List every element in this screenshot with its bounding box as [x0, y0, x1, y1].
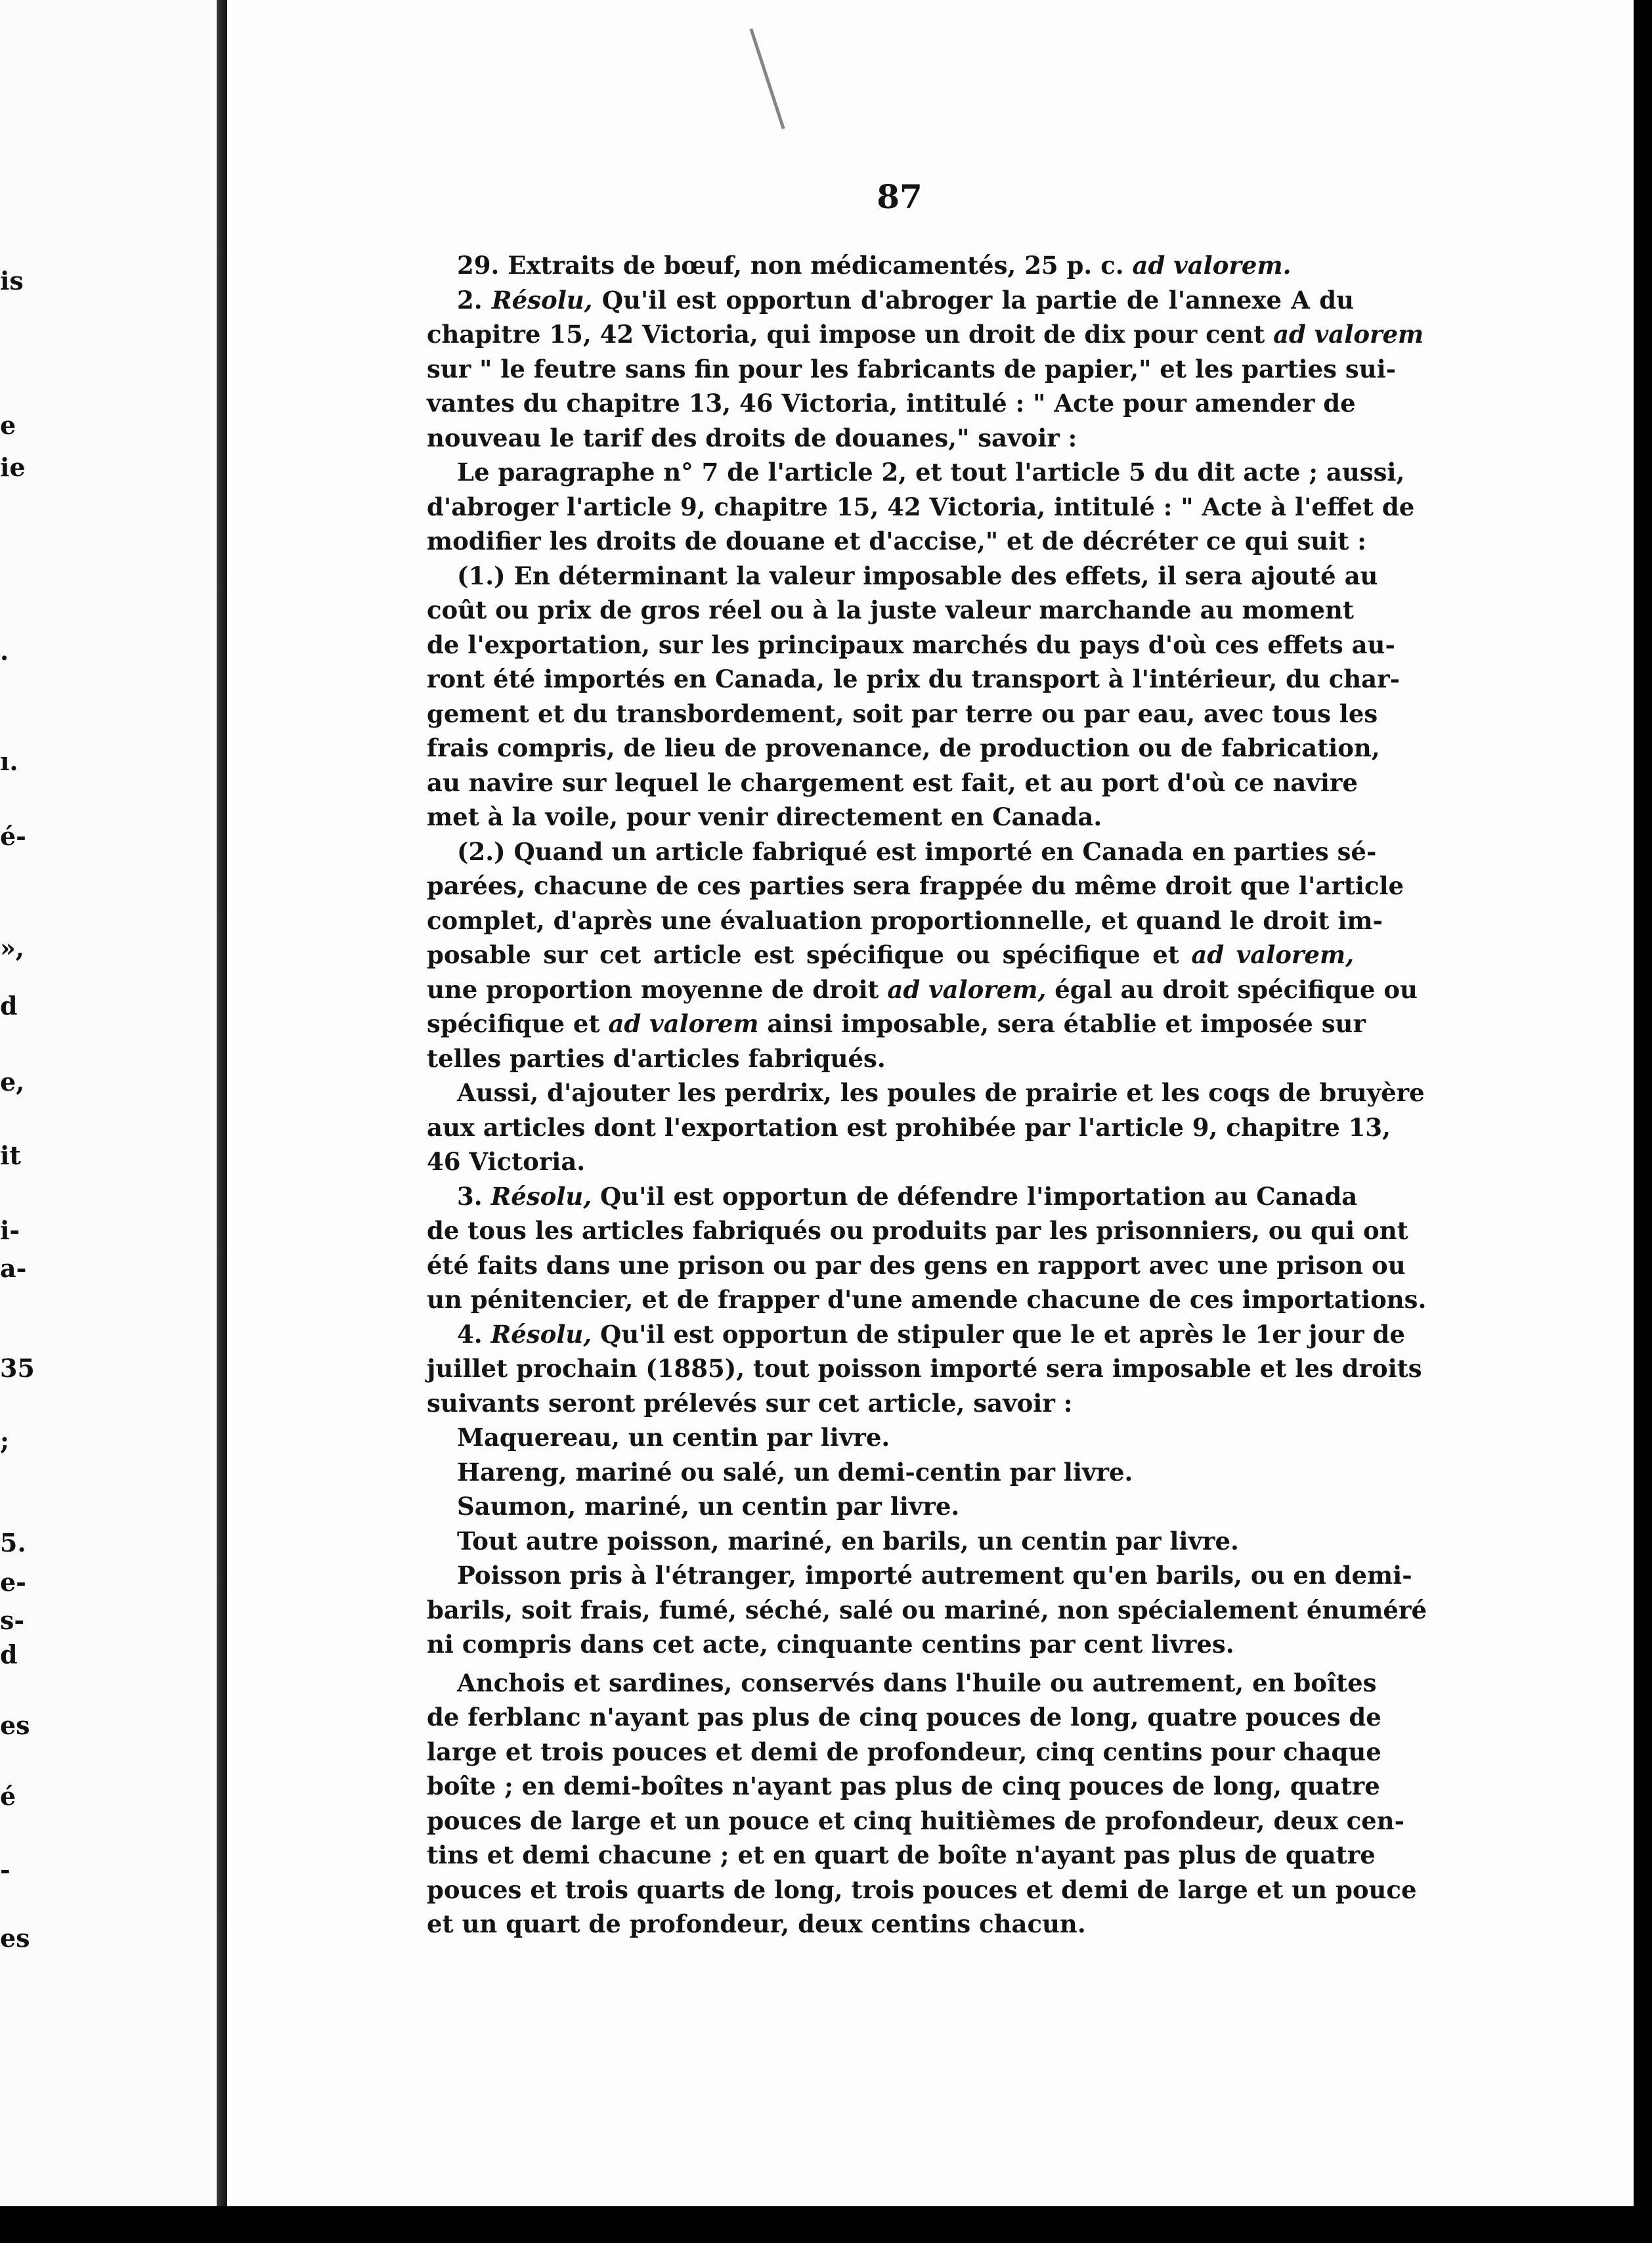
- text-run: Aussi, d'ajouter les perdrix, les poules de prairie et les coqs de bruyère: [457, 1078, 1425, 1107]
- text-line: [427, 1076, 1425, 1110]
- margin-fragment: -: [0, 1855, 11, 1884]
- text-run: barils, soit frais, fumé, séché, salé ou mariné, non spécialement énuméré: [427, 1595, 1427, 1624]
- text-run: au navire sur lequel le chargement est fait, et au port d'où ce navire: [427, 768, 1358, 797]
- text-line: [427, 1213, 1408, 1248]
- text-run: 4.: [457, 1319, 491, 1349]
- text-run: 3.: [457, 1181, 491, 1211]
- text-line: [427, 1558, 1412, 1593]
- page-gutter-shadow: [217, 0, 227, 2243]
- margin-fragment: d: [0, 991, 18, 1020]
- text-line: [427, 283, 1354, 318]
- text-run: Saumon, mariné, un centin par livre.: [457, 1492, 960, 1521]
- text-run: gement et du transbordement, soit par terre ou par eau, avec tous les: [427, 699, 1378, 728]
- margin-fragment: e-: [0, 1567, 26, 1597]
- text-run: égal au droit spécifique ou: [1046, 974, 1418, 1004]
- text-run: coût ou prix de gros réel ou à la juste valeur marchande au moment: [427, 596, 1354, 624]
- text-line: [427, 628, 1395, 663]
- text-run: Tout autre poisson, mariné, en barils, un centin par livre.: [457, 1526, 1239, 1556]
- italic-text: ad valorem.: [1132, 251, 1292, 280]
- text-run: posable sur cet article est spécifique ou spécifique et: [427, 940, 1192, 969]
- text-line: [427, 1179, 1358, 1214]
- right-scan-border: [1634, 0, 1652, 2243]
- text-run: tins et demi chacune ; et en quart de boîte n'ayant pas plus de quatre: [427, 1840, 1376, 1869]
- text-run: et un quart de profondeur, deux centins chacun.: [427, 1909, 1086, 1938]
- text-line: [427, 1489, 1354, 1524]
- text-run: Poisson pris à l'étranger, importé autrement qu'en barils, ou en demi-: [457, 1561, 1412, 1590]
- text-line: [427, 1351, 1422, 1386]
- margin-fragment: ;: [0, 1426, 10, 1455]
- text-line: [427, 593, 1354, 628]
- margin-fragment: 35: [0, 1353, 35, 1383]
- text-run: été faits dans une prison ou par des gens en rapport avec une prison ou: [427, 1250, 1406, 1280]
- margin-fragment: ı.: [0, 747, 18, 776]
- margin-fragment: it: [0, 1141, 21, 1170]
- text-run: un pénitencier, et de frapper d'une amende chacune de ces importations.: [427, 1285, 1427, 1314]
- text-run: Maquereau, un centin par livre.: [457, 1423, 890, 1452]
- text-run: 29. Extraits de bœuf, non médicamentés, 25 p. c.: [457, 251, 1133, 280]
- text-run: juillet prochain (1885), tout poisson importé sera imposable et les droits: [427, 1354, 1422, 1383]
- text-run: vantes du chapitre 13, 46 Victoria, intitulé : " Acte pour amender de: [427, 389, 1356, 418]
- margin-fragment: .: [0, 636, 9, 666]
- text-run: Qu'il est opportun de défendre l'importation au Canada: [592, 1181, 1358, 1211]
- text-run: modifier les droits de douane et d'accise," et de décréter ce qui suit :: [427, 527, 1366, 555]
- text-run: (1.) En déterminant la valeur imposable des effets, il sera ajouté au: [457, 561, 1378, 590]
- text-line: [427, 904, 1383, 938]
- text-line: [427, 1007, 1366, 1041]
- text-run: pouces de large et un pouce et cinq huitièmes de profondeur, deux cen-: [427, 1806, 1404, 1835]
- text-run: (2.) Quand un article fabriqué est importé en Canada en parties sé-: [457, 837, 1377, 866]
- margin-fragment: »,: [0, 933, 24, 963]
- text-run: boîte ; en demi-boîtes n'ayant pas plus de cinq pouces de long, quatre: [427, 1772, 1380, 1800]
- margin-fragment: é: [0, 1781, 16, 1811]
- text-line: [427, 1700, 1381, 1735]
- text-line: [427, 1282, 1427, 1317]
- text-line: [427, 972, 1418, 1007]
- body-text: [427, 248, 1427, 1942]
- text-line: [427, 1144, 1354, 1179]
- text-run: 46 Victoria.: [427, 1147, 586, 1176]
- text-line: [427, 1524, 1354, 1559]
- margin-fragment: e: [0, 410, 16, 440]
- italic-text: Résolu,: [490, 1319, 592, 1349]
- scan-artifact-mark: [749, 28, 785, 129]
- text-line: [427, 490, 1415, 525]
- text-run: de ferblanc n'ayant pas plus de cinq pouces de long, quatre pouces de: [427, 1703, 1381, 1731]
- text-run: met à la voile, pour venir directement en Canada.: [427, 802, 1102, 831]
- text-line: [427, 869, 1404, 904]
- text-run: d'abroger l'article 9, chapitre 15, 42 Victoria, intitulé : " Acte à l'effet de: [427, 492, 1415, 521]
- margin-fragment: é-: [0, 821, 26, 851]
- text-run: suivants seront prélevés sur cet article, savoir :: [427, 1388, 1073, 1418]
- text-run: Anchois et sardines, conservés dans l'huile ou autrement, en boîtes: [457, 1668, 1377, 1697]
- text-line: [427, 317, 1424, 352]
- text-run: large et trois pouces et demi de profondeur, cinq centins pour chaque: [427, 1737, 1381, 1766]
- margin-fragment: d: [0, 1640, 18, 1669]
- text-line: [427, 421, 1354, 456]
- italic-text: Résolu,: [491, 285, 593, 315]
- margin-fragment: es: [0, 1923, 30, 1953]
- text-run: ni compris dans cet acte, cinquante centins par cent livres.: [427, 1630, 1234, 1659]
- text-line: [427, 455, 1405, 490]
- text-line: [427, 835, 1377, 869]
- text-run: aux articles dont l'exportation est prohibée par l'article 9, chapitre 13,: [427, 1112, 1391, 1142]
- text-run: Hareng, mariné ou salé, un demi-centin par livre.: [457, 1457, 1133, 1487]
- text-line: [427, 1041, 1354, 1076]
- text-run: 2.: [457, 285, 492, 315]
- italic-text: ad valorem: [1273, 320, 1424, 349]
- margin-fragment: ie: [0, 452, 26, 482]
- text-line: [427, 1666, 1377, 1701]
- text-run: chapitre 15, 42 Victoria, qui impose un droit de dix pour cent: [427, 320, 1274, 349]
- text-line: [427, 1873, 1417, 1907]
- text-line: [427, 1455, 1354, 1490]
- text-run: complet, d'après une évaluation proportionnelle, et quand le droit im-: [427, 905, 1383, 935]
- text-line: [427, 352, 1397, 387]
- text-line: [427, 938, 1354, 972]
- text-line: [427, 1593, 1427, 1628]
- facing-page-margin: [0, 0, 217, 2243]
- text-run: Qu'il est opportun de stipuler que le et après le 1er jour de: [592, 1319, 1405, 1349]
- text-run: frais compris, de lieu de provenance, de production ou de fabrication,: [427, 733, 1380, 762]
- text-line: [427, 1804, 1404, 1839]
- margin-fragment: is: [0, 266, 24, 295]
- text-run: de tous les articles fabriqués ou produits par les prisonniers, ou qui ont: [427, 1216, 1408, 1245]
- margin-fragment: 5.: [0, 1528, 26, 1557]
- text-line: [427, 1838, 1376, 1873]
- margin-fragment: s-: [0, 1605, 25, 1635]
- text-run: ainsi imposable, sera établie et imposée sur: [758, 1009, 1366, 1038]
- text-line: [427, 1110, 1391, 1145]
- text-run: nouveau le tarif des droits de douanes," savoir :: [427, 423, 1077, 452]
- text-line: [427, 731, 1380, 766]
- text-line: [427, 697, 1378, 731]
- text-line: [427, 1769, 1380, 1804]
- italic-text: ad valorem,: [1191, 940, 1354, 969]
- text-line: [427, 1735, 1381, 1770]
- text-line: [427, 248, 1354, 283]
- text-line: [427, 559, 1378, 594]
- text-run: parées, chacune de ces parties sera frappée du même droit que l'article: [427, 871, 1404, 900]
- page-number: 87: [877, 177, 923, 216]
- text-run: une proportion moyenne de droit: [427, 974, 888, 1004]
- text-line: [427, 1248, 1406, 1283]
- text-line: [427, 1627, 1354, 1662]
- bottom-scan-border: [0, 2206, 1652, 2243]
- italic-text: ad valorem: [608, 1009, 759, 1038]
- margin-fragment: a-: [0, 1253, 27, 1283]
- text-run: telles parties d'articles fabriqués.: [427, 1043, 886, 1073]
- text-run: sur " le feutre sans fin pour les fabricants de papier," et les parties sui-: [427, 354, 1397, 383]
- italic-text: ad valorem,: [887, 974, 1047, 1004]
- margin-fragment: es: [0, 1710, 30, 1740]
- text-run: ront été importés en Canada, le prix du transport à l'intérieur, du char-: [427, 664, 1401, 693]
- margin-fragment: e,: [0, 1067, 25, 1097]
- text-run: Qu'il est opportun d'abroger la partie de l'annexe A du: [592, 285, 1354, 315]
- text-line: [427, 524, 1366, 559]
- text-run: spécifique et: [427, 1009, 609, 1038]
- text-line: [427, 1317, 1405, 1352]
- margin-fragment: i-: [0, 1215, 20, 1245]
- text-line: [427, 1907, 1354, 1942]
- italic-text: Résolu,: [490, 1181, 592, 1211]
- text-line: [427, 662, 1401, 697]
- text-run: Le paragraphe n° 7 de l'article 2, et tout l'article 5 du dit acte ; aussi,: [457, 458, 1405, 487]
- text-run: pouces et trois quarts de long, trois pouces et demi de large et un pouce: [427, 1875, 1417, 1904]
- text-line: [427, 1386, 1354, 1421]
- text-run: de l'exportation, sur les principaux marchés du pays d'où ces effets au-: [427, 630, 1395, 659]
- text-line: [427, 800, 1354, 835]
- text-line: [427, 386, 1354, 421]
- text-line: [427, 766, 1358, 800]
- text-line: [427, 1420, 1354, 1455]
